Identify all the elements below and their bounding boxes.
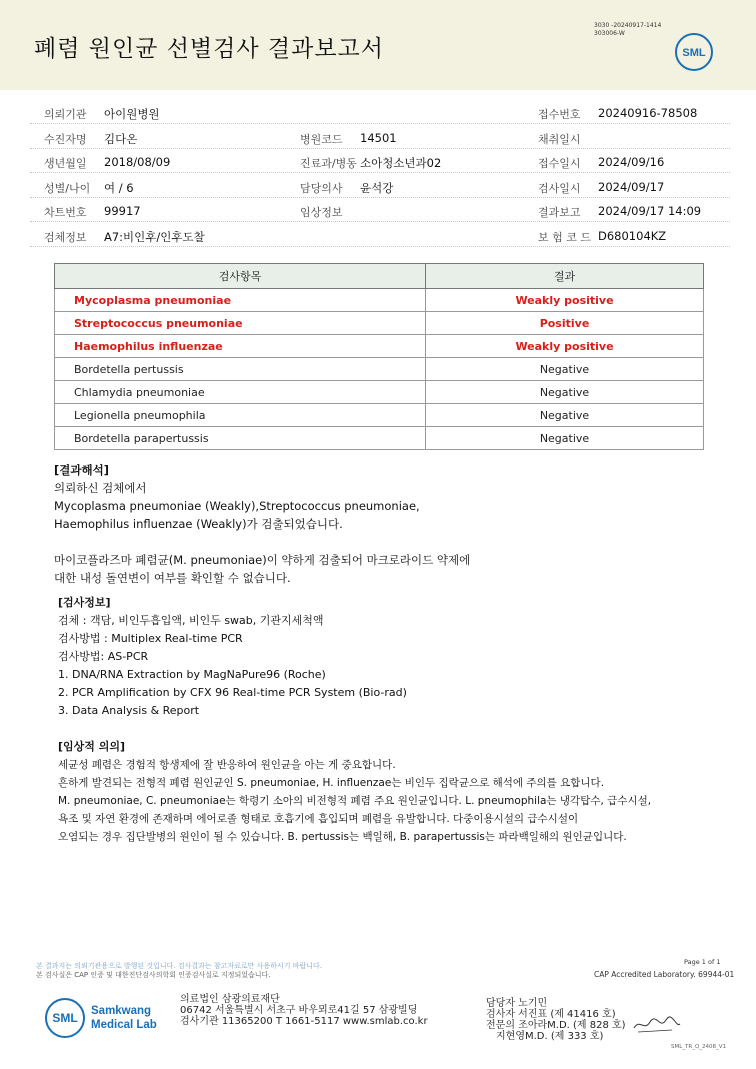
info-label: 의뢰기관 (44, 108, 87, 121)
info-row (0, 100, 756, 124)
test-info-line: 1. DNA/RNA Extraction by MagNaPure96 (Roche) (58, 668, 326, 681)
result-row (55, 312, 704, 335)
sml-logo-icon (674, 32, 714, 72)
info-value: 아이원병원 (104, 107, 160, 121)
results-header-row (55, 264, 704, 289)
test-result: Weakly positive (426, 289, 704, 312)
interpretation-line: 대한 내성 돌연변이 여부를 확인할 수 없습니다. (54, 571, 291, 585)
info-value: 여 / 6 (104, 180, 134, 195)
test-info-line: 2. PCR Amplification by CFX 96 Real-time PCR System (Bio-rad) (58, 686, 407, 699)
info-label: 수진자명 (44, 132, 87, 146)
result-row (55, 289, 704, 312)
staff-line: 담당자 노기민 (486, 998, 548, 1009)
test-result: Weakly positive (426, 335, 704, 358)
info-label: 담당의사 (300, 181, 343, 195)
info-row (0, 125, 756, 149)
col-result-header: 결과 (426, 264, 704, 289)
clinical-line: 세균성 폐렴은 경험적 항생제에 잘 반응하여 원인균을 아는 게 중요합니다. (58, 759, 396, 771)
result-row (55, 335, 704, 358)
company-name-line: Samkwang (91, 1005, 152, 1017)
address-line: 06742 서울특별시 서초구 바우뫼로41길 57 삼광빌딩 (180, 1005, 418, 1016)
test-info-line: 검체 : 객담, 비인두흡입액, 비인두 swab, 기관지세척액 (58, 614, 324, 627)
info-label: 접수번호 (538, 108, 581, 121)
info-label: 성별/나이 (44, 181, 91, 195)
info-value: 99917 (104, 204, 141, 218)
test-name: Bordetella pertussis (55, 358, 426, 381)
info-row (0, 149, 756, 173)
test-name: Chlamydia pneumoniae (55, 381, 426, 404)
footer-note (36, 962, 322, 980)
interpretation-heading: [결과해석] (54, 463, 109, 477)
cap-accreditation: CAP Accredited Laboratory. 69944-01 (594, 970, 735, 979)
info-label: 보 험 코 드 (538, 230, 591, 244)
results-table (54, 263, 704, 450)
info-label: 검사일시 (538, 181, 581, 195)
info-separator (30, 246, 730, 247)
info-value: 2018/08/09 (104, 155, 171, 169)
info-row (0, 198, 756, 222)
clinical-line: 욕조 및 자연 환경에 존재하며 에어로졸 형태로 호흡기에 흡입되며 폐렴을 유발합니다. 다중이용시설의 급수시설이 (58, 813, 579, 825)
clinical-heading: [임상적 의의] (58, 740, 126, 753)
test-name: Haemophilus influenzae (55, 335, 426, 358)
staff-line: 지현영M.D. (제 333 호) (496, 1031, 604, 1042)
info-row (0, 174, 756, 198)
test-result: Negative (426, 404, 704, 427)
info-label: 임상정보 (300, 206, 343, 219)
clinical-line: 흔하게 발견되는 전형적 폐렴 원인균인 S. pneumoniae, H. influenzae는 비인두 집락균으로 해석에 주의를 요합니다. (58, 777, 605, 789)
info-row (0, 223, 756, 247)
staff-list (486, 998, 626, 1042)
info-value: 윤석강 (360, 180, 394, 195)
report-title: 폐렴 원인균 선별검사 결과보고서 (34, 36, 384, 62)
report-code-2: 303006-W (594, 30, 625, 37)
test-name: Mycoplasma pneumoniae (55, 289, 426, 312)
info-label: 생년월일 (44, 157, 87, 170)
address-line: 검사기관 11365200 T 1661-5117 www.smlab.co.kr (180, 1016, 428, 1027)
test-info-line: 검사방법: AS-PCR (58, 650, 149, 663)
info-value: 2024/09/17 14:09 (598, 204, 702, 218)
footer-note-line: 본 결과지는 의뢰기관용으로 발행된 것입니다. 검사결과는 참고자료로만 사용하시기 바랍니다. (36, 962, 322, 970)
company-name (91, 1004, 157, 1032)
info-label: 채취일시 (538, 132, 581, 146)
interpretation-line: 마이코플라즈마 폐렴균(M. pneumoniae)이 약하게 검출되어 마크로라이드 약제에 (54, 553, 471, 567)
info-label: 차트번호 (44, 206, 87, 219)
clinical-line: 오염되는 경우 집단발병의 원인이 될 수 있습니다. B. pertussis는 백일해, B. parapertussis는 파라백일해의 원인균입니다. (58, 831, 627, 843)
test-info-heading: [검사정보] (58, 596, 111, 609)
info-label: 접수일시 (538, 157, 581, 170)
address-line: 의료법인 삼광의료재단 (180, 994, 280, 1005)
svg-text:SML: SML (52, 1011, 78, 1025)
info-value: 2024/09/17 (598, 179, 665, 194)
signature-icon (632, 1014, 682, 1036)
test-info-line: 검사방법 : Multiplex Real-time PCR (58, 632, 243, 645)
report-code-1: 3030 -20240917-1414 (594, 22, 662, 29)
test-name: Legionella pneumophila (55, 404, 426, 427)
info-value: D680104KZ (598, 228, 667, 243)
info-value: 14501 (360, 130, 397, 145)
footer-note-line: 본 검사실은 CAP 인증 및 대한진단검사의학회 인증검사실로 지정되었습니다. (36, 971, 271, 979)
staff-line: 검사자 서진표 (제 41416 호) (486, 1009, 616, 1020)
info-value: 소아청소년과02 (360, 156, 442, 170)
clinical-line: M. pneumoniae, C. pneumoniae는 학령기 소아의 비전형적 폐렴 주요 원인균입니다. L. pneumophila는 냉각탑수, 급수시설, (58, 795, 652, 807)
interpretation-line: 의뢰하신 검체에서 (54, 481, 147, 495)
samkwang-logo-icon (44, 997, 86, 1039)
info-label: 병원코드 (300, 132, 343, 146)
interpretation-section (54, 461, 734, 587)
company-name-line: Medical Lab (91, 1019, 157, 1031)
test-info-line: 3. Data Analysis & Report (58, 704, 200, 717)
col-test-header: 검사항목 (55, 264, 426, 289)
info-value: A7:비인후/인후도찰 (104, 229, 205, 244)
info-label: 결과보고 (538, 206, 581, 219)
result-row (55, 427, 704, 450)
result-row (55, 358, 704, 381)
interpretation-line: Haemophilus influenzae (Weakly)가 검출되었습니다. (54, 517, 343, 531)
svg-text:SML: SML (682, 47, 706, 59)
result-row (55, 404, 704, 427)
clinical-section (58, 738, 748, 846)
company-address (180, 994, 428, 1027)
report-header (0, 0, 756, 90)
test-name: Bordetella parapertussis (55, 427, 426, 450)
test-result: Negative (426, 358, 704, 381)
info-label: 진료과/병동 (300, 157, 357, 170)
test-result: Negative (426, 427, 704, 450)
test-result: Negative (426, 381, 704, 404)
staff-line: 전문의 조아라M.D. (제 828 호) (486, 1020, 626, 1031)
info-value: 2024/09/16 (598, 155, 665, 169)
test-info-section (58, 594, 738, 720)
info-value: 20240916-78508 (598, 106, 698, 120)
form-code: SML_TR_Q_2408_V1 (671, 1044, 727, 1050)
report-codes (594, 22, 661, 38)
info-value: 김다온 (104, 131, 138, 146)
test-result: Positive (426, 312, 704, 335)
result-row (55, 381, 704, 404)
test-name: Streptococcus pneumoniae (55, 312, 426, 335)
info-label: 검체정보 (44, 230, 87, 244)
page-number: Page 1 of 1 (684, 958, 721, 966)
interpretation-line: Mycoplasma pneumoniae (Weakly),Streptococcus pneumoniae, (54, 499, 420, 513)
